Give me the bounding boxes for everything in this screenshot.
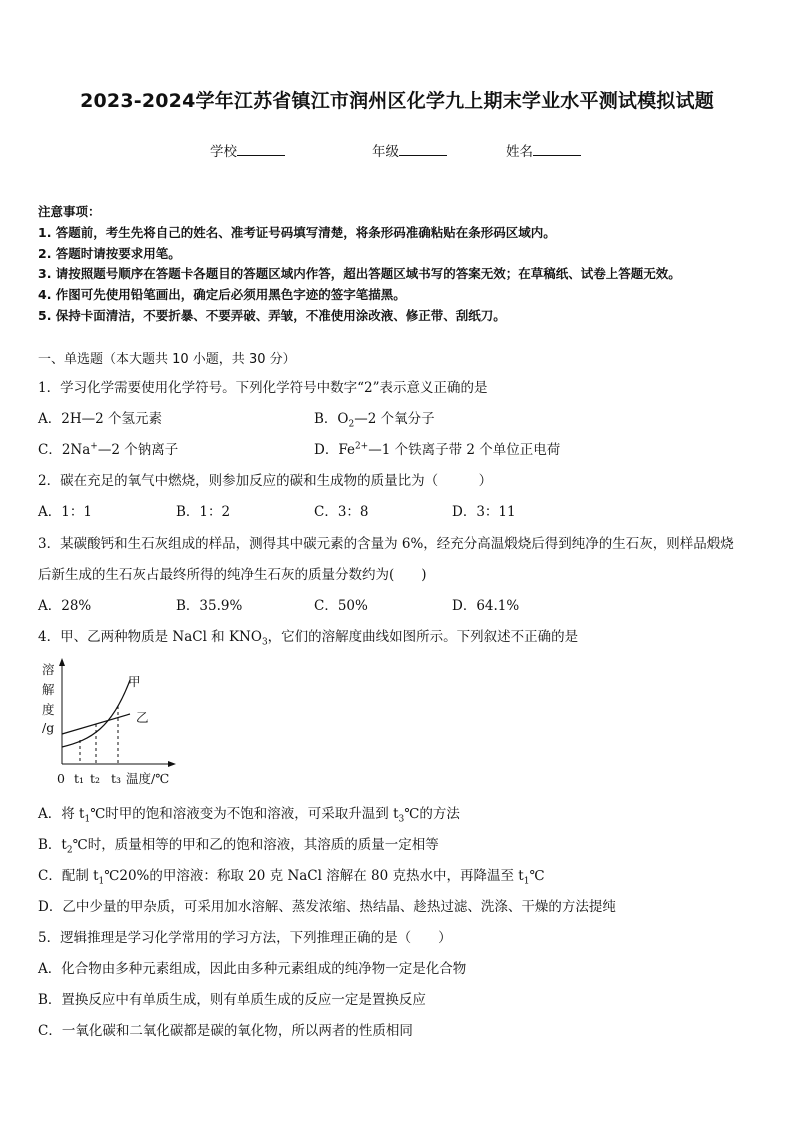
- q1-option-c[interactable]: C．2Na+—2 个钠离子: [38, 441, 179, 458]
- note-item: 1. 答题前，考生先将自己的姓名、准考证号码填写清楚，将条形码准确粘贴在条形码区域内。: [38, 224, 556, 240]
- question-5-stem: 5．逻辑推理是学习化学常用的学习方法，下列推理正确的是（ ）: [38, 930, 452, 946]
- q2-option-b[interactable]: B．1：2: [176, 504, 231, 520]
- solubility-chart: [36, 656, 196, 791]
- x-tick-label: t₁: [74, 771, 85, 786]
- y-axis-arrow: [59, 658, 65, 666]
- q5-option-b[interactable]: B．置换反应中有单质生成，则有单质生成的反应一定是置换反应: [38, 992, 426, 1008]
- q4-option-a[interactable]: A．将 $t_1℃$时甲的饱和溶液变为不饱和溶液，可采取升温到 $t_3℃$的方法: [38, 806, 460, 825]
- y-axis-label: 解: [42, 682, 55, 697]
- x-tick-label: t₂: [90, 771, 101, 786]
- school-field[interactable]: 学校: [210, 140, 285, 160]
- x-axis-arrow: [168, 761, 176, 767]
- question-1-stem: 1．学习化学需要使用化学符号。下列化学符号中数字“2”表示意义正确的是: [38, 380, 488, 396]
- q3-option-c[interactable]: C．50%: [314, 598, 368, 614]
- name-field[interactable]: 姓名: [506, 140, 581, 160]
- q4-option-b[interactable]: B．$t_2℃$时，质量相等的甲和乙的饱和溶液，其溶质的质量一定相等: [38, 837, 439, 856]
- q2-option-d[interactable]: D．3：11: [452, 504, 516, 520]
- series-label-jia: 甲: [128, 674, 141, 689]
- x-tick-label: 0: [57, 771, 65, 786]
- q4-option-c[interactable]: C．配制 $t_1℃20\%$的甲溶液：称取 20 克 NaCl 溶解在 80 克热水中，再降温至 $t_1℃$: [38, 868, 545, 887]
- school-blank[interactable]: [237, 143, 285, 156]
- question-4-stem: 4．甲、乙两种物质是 NaCl 和 $KNO_3$，它们的溶解度曲线如图所示。下列叙述不正确的是: [38, 629, 579, 648]
- note-item: 4. 作图可先使用铅笔画出，确定后必须用黑色字迹的签字笔描黑。: [38, 287, 406, 303]
- q1-option-d[interactable]: D．$Fe^{2+}—1$ 个铁离子带 2 个单位正电荷: [314, 441, 561, 458]
- question-2-stem: 2．碳在充足的氧气中燃烧，则参加反应的碳和生成物的质量比为（ ）: [38, 473, 493, 489]
- x-axis-label: 温度/℃: [126, 771, 170, 786]
- q3-option-d[interactable]: D．64.1%: [452, 598, 520, 614]
- page-title: 2023-2024学年江苏省镇江市润州区化学九上期末学业水平测试模拟试题: [80, 90, 714, 112]
- section-heading: 一、单选题（本大题共 10 小题，共 30 分）: [38, 352, 296, 367]
- name-blank[interactable]: [533, 143, 581, 156]
- y-axis-label: /g: [42, 720, 55, 735]
- q4-option-d[interactable]: D．乙中少量的甲杂质，可采用加水溶解、蒸发浓缩、热结晶、趁热过滤、洗涤、干燥的方法提纯: [38, 899, 616, 915]
- series-label-yi: 乙: [136, 710, 149, 725]
- x-tick-label: t₃: [111, 771, 122, 786]
- note-item: 3. 请按照题号顺序在答题卡各题目的答题区域内作答，超出答题区域书写的答案无效；在草稿纸、试卷上答题无效。: [38, 266, 681, 282]
- q3-option-a[interactable]: A．28%: [38, 598, 92, 614]
- note-item: 2. 答题时请按要求用笔。: [38, 245, 181, 261]
- grade-field[interactable]: 年级: [372, 140, 447, 160]
- q5-option-c[interactable]: C．一氧化碳和二氧化碳都是碳的氧化物，所以两者的性质相同: [38, 1023, 413, 1039]
- y-axis-label: 溶: [42, 662, 55, 677]
- q1-option-b[interactable]: B．$O_2—2$ 个氧分子: [314, 411, 435, 430]
- question-3-stem-cont: 后新生成的生石灰占最终所得的纯净生石灰的质量分数约为( ): [38, 567, 427, 583]
- q2-option-a[interactable]: A．1：1: [38, 504, 92, 520]
- question-3-stem: 3．某碳酸钙和生石灰组成的样品，测得其中碳元素的含量为 6%，经充分高温煅烧后得到纯净的生石灰，则样品煅烧: [38, 536, 734, 552]
- q5-option-a[interactable]: A．化合物由多种元素组成，因此由多种元素组成的纯净物一定是化合物: [38, 961, 467, 977]
- q2-option-c[interactable]: C．3：8: [314, 504, 369, 520]
- notes-block: [38, 202, 681, 327]
- note-item: 5. 保持卡面清洁，不要折暴、不要弄破、弄皱，不准使用涂改液、修正带、刮纸刀。: [38, 307, 506, 323]
- q1-option-a[interactable]: A．2H—2 个氢元素: [38, 411, 162, 427]
- q3-option-b[interactable]: B．35.9%: [176, 598, 243, 614]
- y-axis-label: 度: [42, 702, 55, 717]
- grade-blank[interactable]: [399, 143, 447, 156]
- notes-heading: 注意事项：: [38, 204, 101, 219]
